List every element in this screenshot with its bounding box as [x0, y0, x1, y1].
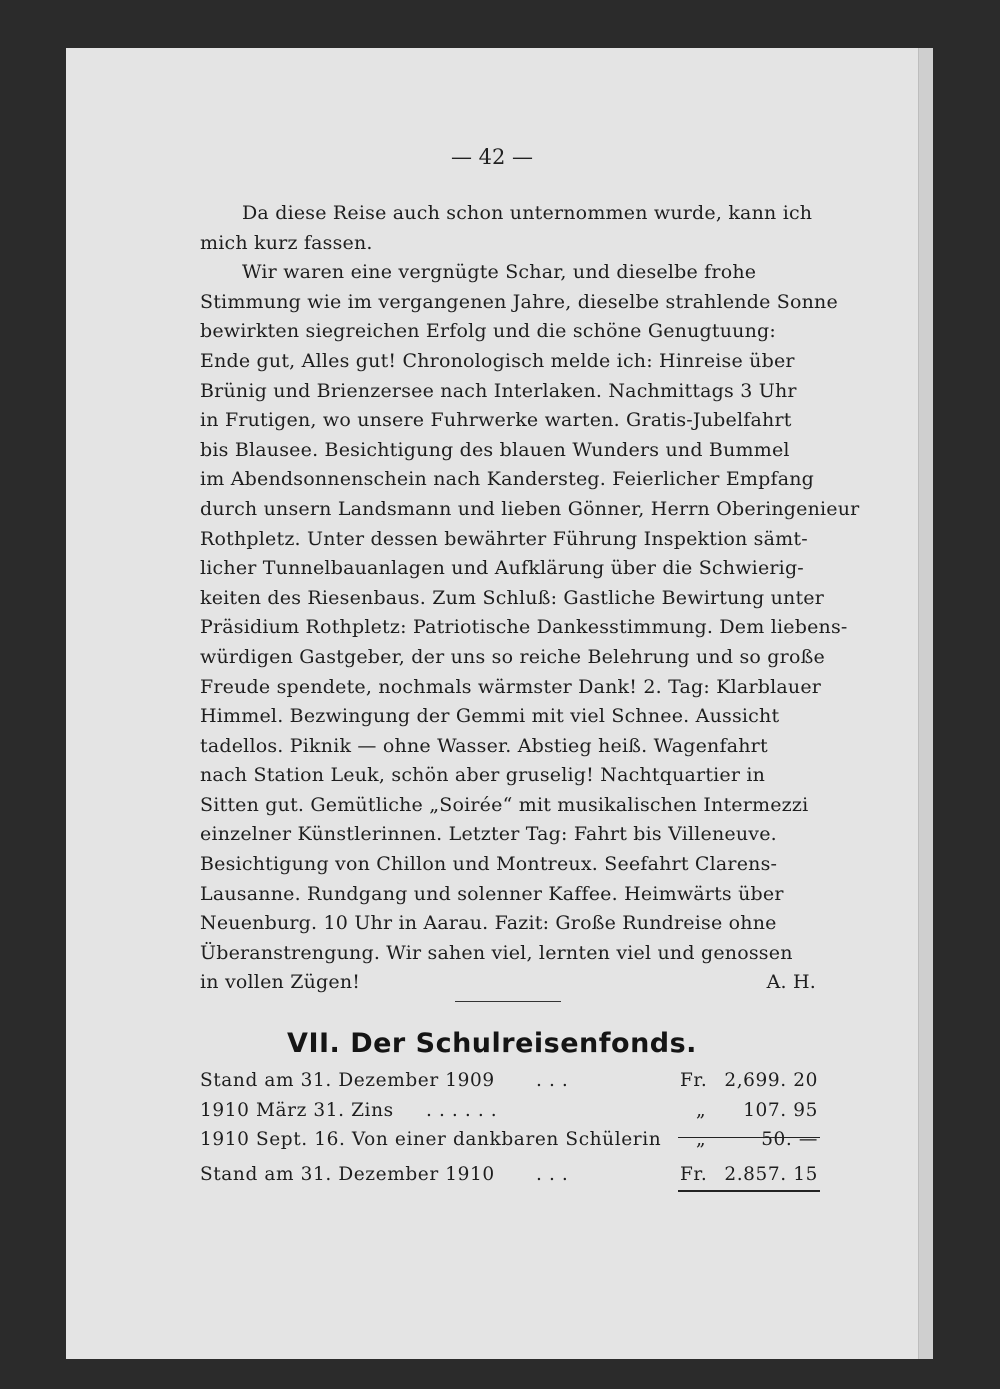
leader-dots: . . . — [536, 1070, 569, 1091]
ledger-currency: „ — [696, 1099, 707, 1121]
ledger-description: Stand am 31. Dezember 1909 — [200, 1070, 495, 1091]
ledger-total-currency: Fr. — [680, 1163, 708, 1185]
text-line — [200, 971, 820, 1001]
leader-dots: . . . . . . — [426, 1099, 498, 1121]
text-line: durch unsern Landsmann und lieben Gönner, Herrn Oberingenieur — [200, 497, 860, 520]
book-page — [66, 48, 918, 1359]
fund-ledger — [200, 1068, 820, 1191]
text-line: Da diese Reise auch schon unternommen wurde, kann ich — [242, 202, 813, 224]
text-line: Stimmung wie im vergangenen Jahre, dieselbe strahlende Sonne — [200, 290, 838, 313]
total-double-rule — [678, 1190, 820, 1192]
ledger-total-row — [200, 1162, 820, 1192]
text-line: bewirkten siegreichen Erfolg und die schöne Genugtuung: — [200, 320, 776, 343]
text-line: Ende gut, Alles gut! Chronologisch melde ich: Hinreise über — [200, 349, 795, 372]
ledger-row — [200, 1127, 820, 1157]
text-line: Neuenburg. 10 Uhr in Aarau. Fazit: Große Rundreise ohne — [200, 912, 777, 935]
ledger-currency: „ — [696, 1129, 707, 1150]
text-line: Freude spendete, nochmals wärmster Dank! 2. Tag: Klarblauer — [200, 675, 822, 698]
text-line: Rothpletz. Unter dessen bewährter Führung Inspektion sämt- — [200, 527, 808, 550]
text-line: Lausanne. Rundgang und solenner Kaffee. Heimwärts über — [200, 882, 784, 905]
leader-dots: . . . — [536, 1163, 569, 1185]
ledger-row — [200, 1068, 820, 1098]
text-line: licher Tunnelbauanlagen und Aufklärung über die Schwierig- — [200, 557, 804, 580]
text-line: würdigen Gastgeber, der uns so reiche Belehrung und so große — [200, 645, 825, 668]
ledger-amount: 2,699. 20 — [724, 1070, 818, 1091]
text-line: Besichtigung von Chillon und Montreux. Seefahrt Clarens- — [200, 853, 778, 876]
ledger-total-amount: 2.857. 15 — [724, 1163, 818, 1185]
text-line: keiten des Riesenbaus. Zum Schluß: Gastliche Bewirtung unter — [200, 586, 825, 609]
ledger-row — [200, 1098, 820, 1128]
text-line: einzelner Künstlerinnen. Letzter Tag: Fahrt bis Villeneuve. — [200, 823, 777, 846]
text-line: nach Station Leuk, schön aber gruselig! Nachtquartier in — [200, 764, 766, 787]
page-number: — 42 — — [450, 145, 534, 169]
ledger-description: 1910 März 31. Zins — [200, 1099, 394, 1121]
page-edge — [918, 48, 933, 1359]
sum-rule — [678, 1137, 820, 1138]
text-line: Sitten gut. Gemütliche „Soirée“ mit musikalischen Intermezzi — [200, 793, 809, 816]
section-divider — [455, 1001, 561, 1002]
text-line: Präsidium Rothpletz: Patriotische Dankesstimmung. Dem liebens- — [200, 616, 848, 639]
ledger-amount: 50. — — [761, 1129, 818, 1150]
text-line: bis Blausee. Besichtigung des blauen Wunders und Bummel — [200, 438, 790, 461]
ledger-amount: 107. 95 — [743, 1099, 818, 1121]
closing-line: in vollen Zügen! — [200, 971, 361, 994]
ledger-description: 1910 Sept. 16. Von einer dankbaren Schülerin — [200, 1129, 662, 1150]
text-line: im Abendsonnenschein nach Kandersteg. Feierlicher Empfang — [200, 468, 815, 491]
ledger-total-description: Stand am 31. Dezember 1910 — [200, 1163, 495, 1185]
text-line: Überanstrengung. Wir sahen viel, lernten viel und genossen — [200, 941, 793, 964]
text-line: mich kurz fassen. — [200, 231, 373, 254]
text-line: Wir waren eine vergnügte Schar, und dieselbe frohe — [242, 261, 757, 284]
text-line: Himmel. Bezwingung der Gemmi mit viel Schnee. Aussicht — [200, 705, 780, 728]
text-line: tadellos. Piknik — ohne Wasser. Abstieg heiß. Wagenfahrt — [200, 734, 768, 757]
text-line: in Frutigen, wo unsere Fuhrwerke warten. Gratis-Jubelfahrt — [200, 409, 792, 432]
text-line: Brünig und Brienzersee nach Interlaken. Nachmittags 3 Uhr — [200, 379, 797, 402]
section-title: VII. Der Schulreisenfonds. — [287, 1028, 697, 1059]
author-signature: A. H. — [766, 971, 816, 994]
body-text — [200, 202, 860, 1001]
ledger-currency: Fr. — [680, 1070, 708, 1091]
